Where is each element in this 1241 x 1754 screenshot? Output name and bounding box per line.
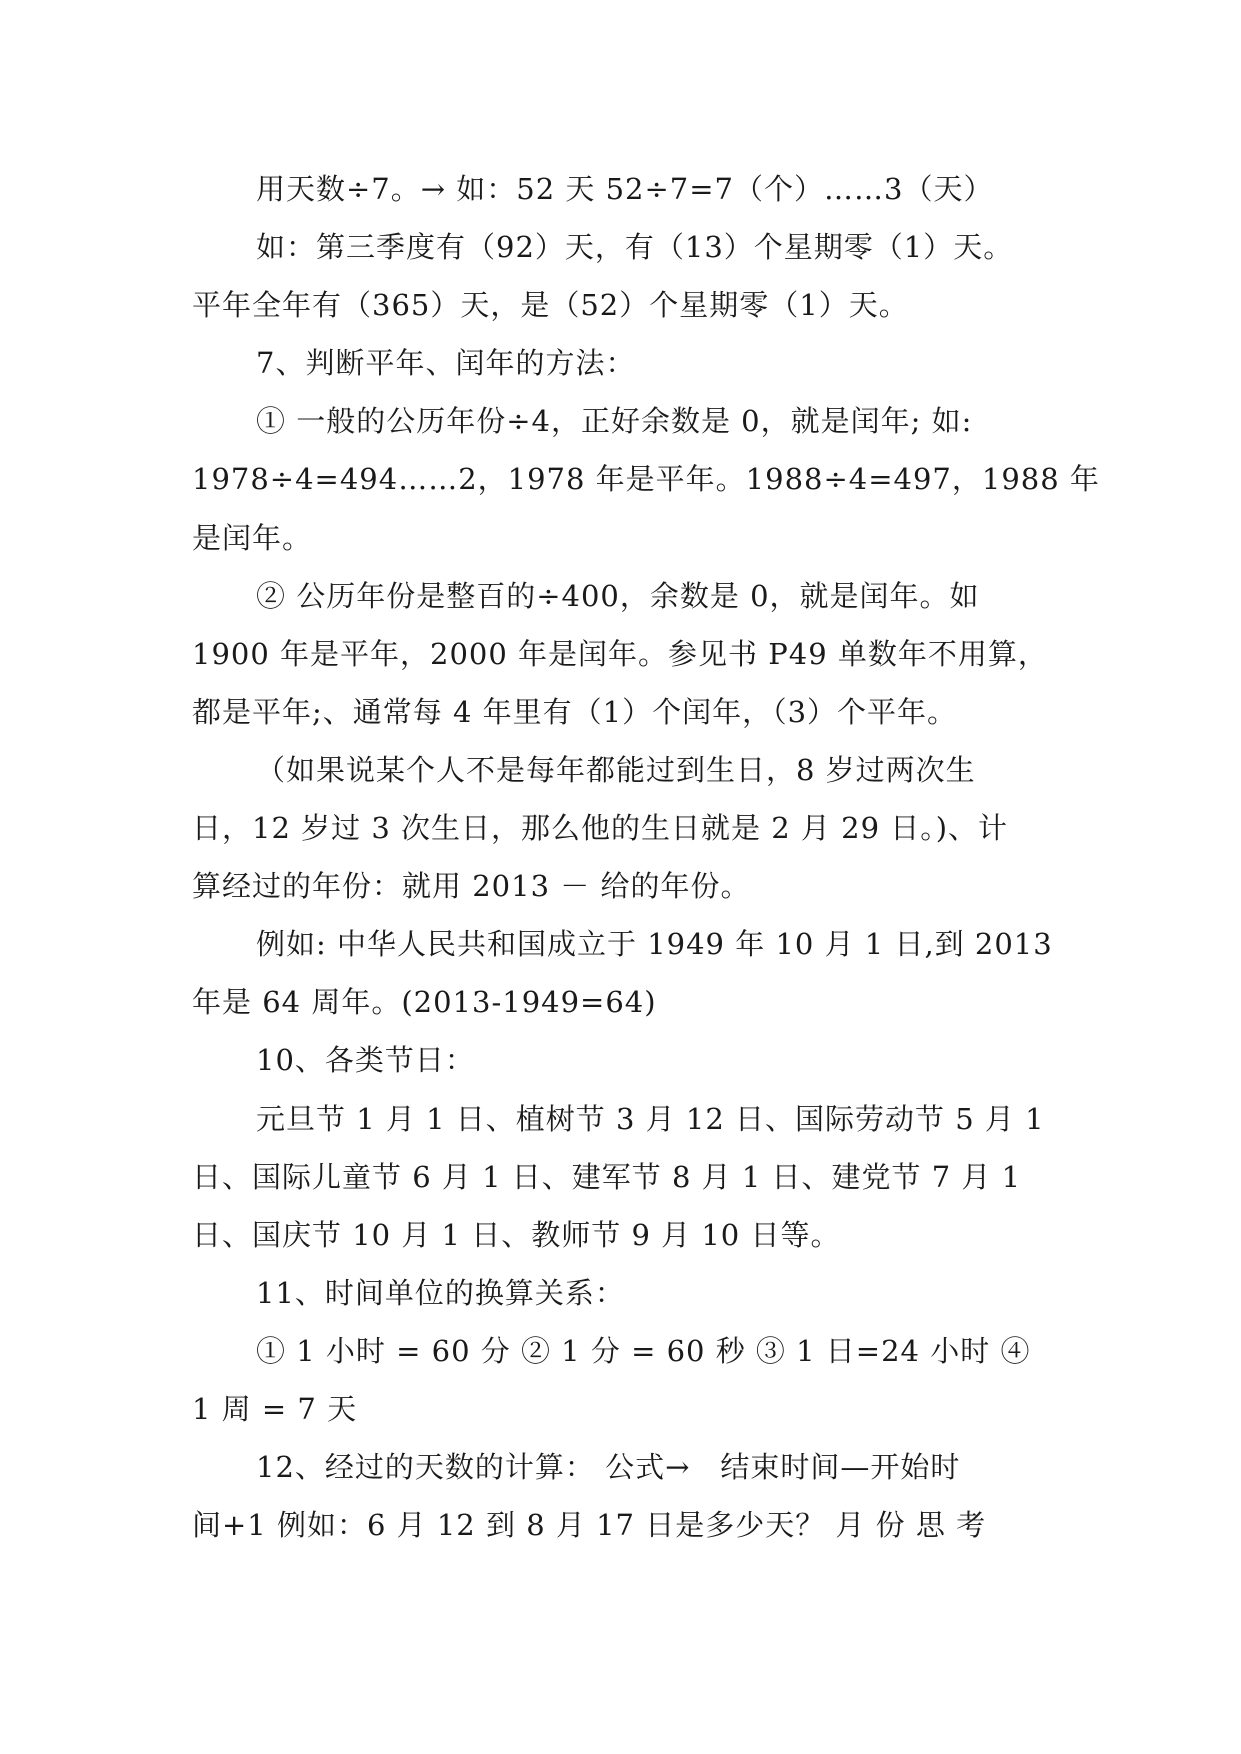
text-line: 日、国际儿童节 6 月 1 日、建军节 8 月 1 日、建党节 7 月 1: [192, 1159, 1022, 1194]
text-line: 如：第三季度有（92）天，有（13）个星期零（1）天。: [256, 230, 1014, 265]
text-line: （如果说某个人不是每年都能过到生日，8 岁过两次生: [256, 752, 976, 787]
text-line: 间+1 例如：6 月 12 到 8 月 17 日是多少天？ 月 份 思 考: [192, 1508, 987, 1543]
text-line: 元旦节 1 月 1 日、植树节 3 月 12 日、国际劳动节 5 月 1: [256, 1101, 1045, 1136]
section-heading: 10、各类节日：: [256, 1043, 475, 1078]
text-line: 1900 年是平年，2000 年是闰年。参见书 P49 单数年不用算，: [192, 636, 1048, 671]
text-line: 平年全年有（365）天，是（52）个星期零（1）天。: [192, 288, 909, 323]
section-heading: 12、经过的天数的计算： 公式→ 结束时间—开始时: [256, 1450, 961, 1485]
text-line: 算经过的年份：就用 2013 － 给的年份。: [192, 869, 751, 904]
text-line: ① 1 小时 = 60 分 ② 1 分 = 60 秒 ③ 1 日=24 小时 ④: [256, 1333, 1031, 1368]
text-line: 都是平年;、通常每 4 年里有（1）个闰年，（3）个平年。: [192, 694, 958, 729]
text-line: 例如: 中华人民共和国成立于 1949 年 10 月 1 日,到 2013: [256, 927, 1053, 962]
text-line: ① 一般的公历年份÷4，正好余数是 0，就是闰年; 如:: [256, 404, 973, 439]
text-line: 用天数÷7。→ 如：52 天 52÷7=7（个）……3（天）: [256, 172, 994, 206]
text-line: ② 公历年份是整百的÷400，余数是 0，就是闰年。如: [256, 578, 980, 613]
section-heading: 7、判断平年、闰年的方法：: [256, 346, 636, 381]
text-line: 年是 64 周年。(2013-1949=64): [192, 985, 657, 1020]
document-body: [192, 160, 1100, 1554]
text-line: 日，12 岁过 3 次生日，那么他的生日就是 2 月 29 日。)、计: [192, 811, 1009, 846]
text-line: 日、国庆节 10 月 1 日、教师节 9 月 10 日等。: [192, 1217, 841, 1252]
section-heading: 11、时间单位的换算关系：: [256, 1275, 625, 1310]
text-line: 是闰年。: [192, 520, 313, 555]
text-line: 1978÷4=494……2，1978 年是平年。1988÷4=497，1988 年: [192, 462, 1100, 497]
text-line: 1 周 = 7 天: [192, 1391, 358, 1426]
